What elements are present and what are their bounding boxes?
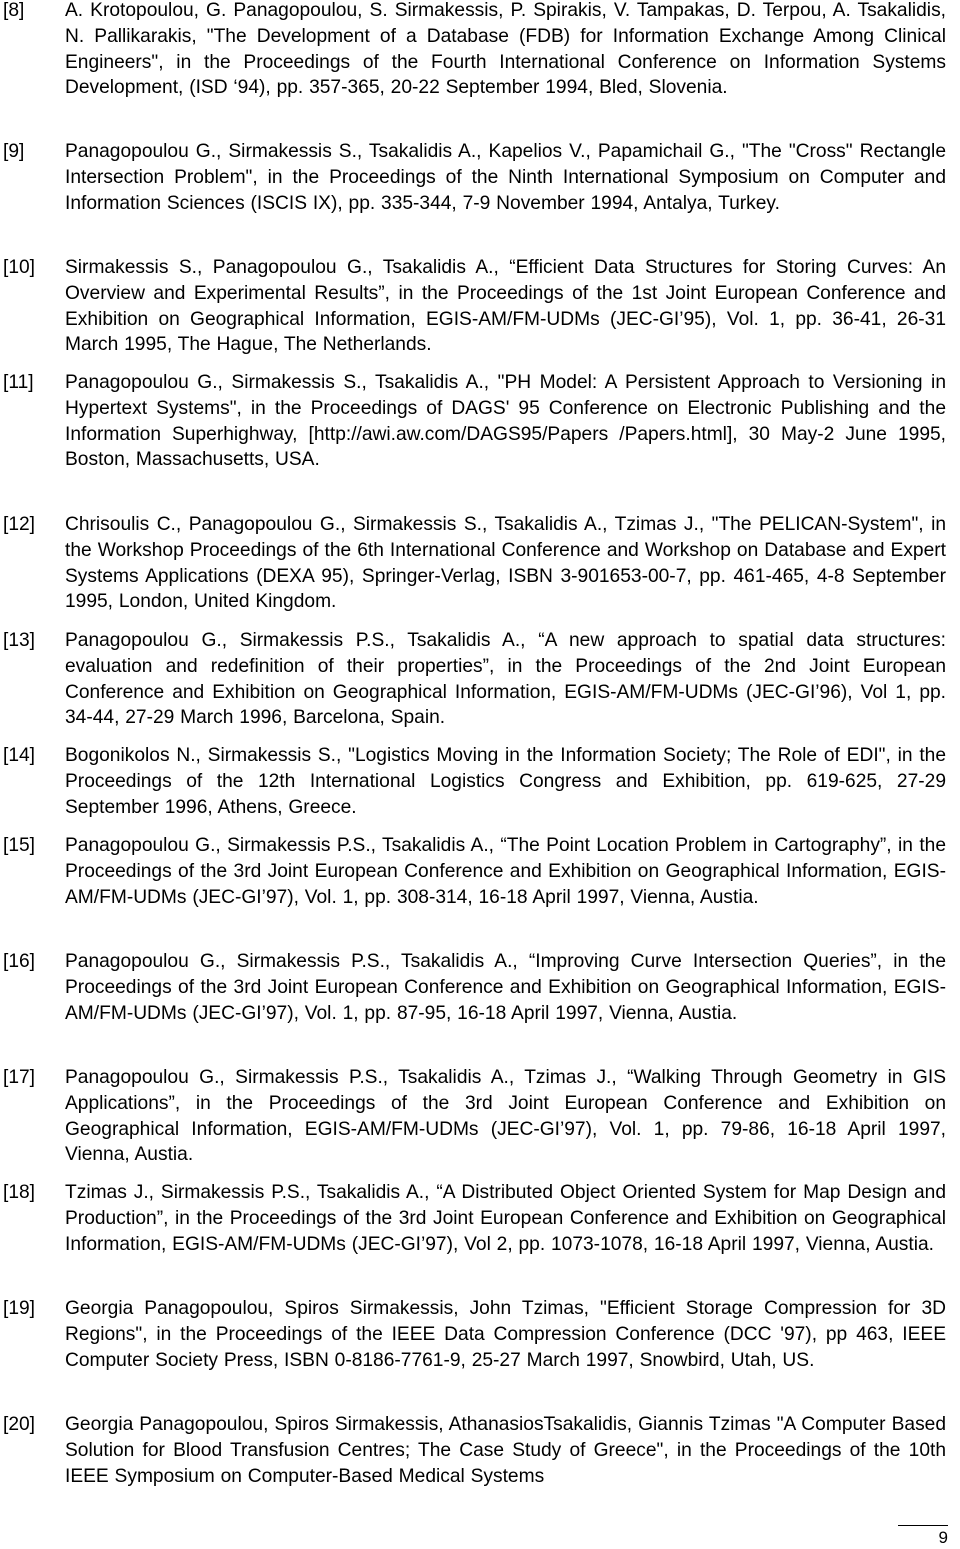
reference-text: Georgia Panagopoulou, Spiros Sirmakessis, AthanasiosTsakalidis, Giannis Tzimas "A Computer Based Solution for Blood Transfusion Centres; The Case Study of Greece", in the Proceedings of the 10th IEEE Symposium on Computer-Based Medical Systems [65, 1414, 946, 1487]
reference-text: Panagopoulou G., Sirmakessis S., Tsakalidis A., Kapelios V., Papamichail G., "The "Cross" Rectangle Intersection Problem", in the Proceedings of the Ninth International Symposium on Computer and Information Sciences (ISCIS IX), pp. 335-344, 7-9 November 1994, Antalya, Turkey. [65, 141, 946, 214]
reference-text: Georgia Panagopoulou, Spiros Sirmakessis, John Tzimas, "Efficient Storage Compression for 3D Regions", in the Proceedings of the IEEE Data Compression Conference (DCC '97), pp 463, IEEE Computer Society Press, ISBN 0-8186-7761-9, 25-27 March 1997, Snowbird, Utah, US. [65, 1298, 946, 1371]
reference-number: [13] [3, 630, 36, 651]
reference-text: Tzimas J., Sirmakessis P.S., Tsakalidis A., “A Distributed Object Oriented System for Map Design and Production”, in the Proceedings of the 3rd Joint European Conference and Exhibition on Geographical Information, EGIS-AM/FM-UDMs (JEC-GI’97), Vol 2, pp. 1073-1078, 16-18 April 1997, Vienna, Austia. [65, 1182, 946, 1255]
reference-text: Bogonikolos N., Sirmakessis S., "Logistics Moving in the Information Society; The Role of EDI", in the Proceedings of the 12th International Logistics Congress and Exhibition, pp. 619-625, 27-29 September 1996, Athens, Greece. [65, 745, 946, 818]
reference-text: Panagopoulou G., Sirmakessis P.S., Tsakalidis A., Tzimas J., “Walking Through Geometry in GIS Applications”, in the Proceedings of the 3rd Joint European Conference and Exhibition on Geographical Information, EGIS-AM/FM-UDMs (JEC-GI’97), Vol. 1, pp. 79-86, 16-18 April 1997, Vienna, Austia. [65, 1067, 946, 1166]
reference-text: Panagopoulou G., Sirmakessis P.S., Tsakalidis A., “The Point Location Problem in Cartography”, in the Proceedings of the 3rd Joint European Conference and Exhibition on Geographical Information, EGIS-AM/FM-UDMs (JEC-GI’97), Vol. 1, pp. 308-314, 16-18 April 1997, Vienna, Austia. [65, 835, 946, 908]
reference-number: [10] [3, 257, 36, 278]
reference-number: [8] [3, 0, 25, 21]
reference-text: Panagopoulou G., Sirmakessis P.S., Tsakalidis A., “A new approach to spatial data structures: evaluation and redefinition of their properties”, in the Proceedings of the 2nd Joint European Conference and Exhibition on Geographical Information, EGIS-AM/FM-UDMs (JEC-GI’96), Vol 1, pp. 34-44, 27-29 March 1996, Barcelona, Spain. [65, 630, 946, 729]
reference-number: [9] [3, 141, 25, 162]
reference-text: Panagopoulou G., Sirmakessis P.S., Tsakalidis A., “Improving Curve Intersection Queries”, in the Proceedings of the 3rd Joint European Conference and Exhibition on Geographical Information, EGIS-AM/FM-UDMs (JEC-GI’97), Vol. 1, pp. 87-95, 16-18 April 1997, Vienna, Austia. [65, 951, 946, 1024]
reference-number: [16] [3, 951, 36, 972]
reference-number: [15] [3, 835, 36, 856]
reference-number: [17] [3, 1067, 36, 1088]
reference-number: [11] [3, 372, 34, 393]
page-number: 9 [898, 1525, 948, 1548]
reference-number: [14] [3, 745, 36, 766]
reference-text: Panagopoulou G., Sirmakessis S., Tsakalidis A., "PH Model: A Persistent Approach to Versioning in Hypertext Systems", in the Proceedings of DAGS' 95 Conference on Electronic Publishing and the Information Superhighway, [http://awi.aw.com/DAGS95/Papers /Papers.html], 30 May-2 June 1995, Boston, Massachusetts, USA. [65, 372, 946, 471]
reference-number: [20] [3, 1414, 36, 1435]
reference-number: [12] [3, 514, 36, 535]
reference-text: A. Krotopoulou, G. Panagopoulou, S. Sirmakessis, P. Spirakis, V. Tampakas, D. Terpou, A. Tsakalidis, N. Pallikarakis, "The Development of a Database (FDB) for Information Exchange Among Clinical Engineers", in the Proceedings of the Fourth International Conference on Information Systems Development, (ISD ‘94), pp. 357-365, 20-22 September 1994, Bled, Slovenia. [65, 0, 946, 99]
reference-number: [19] [3, 1298, 36, 1319]
reference-number: [18] [3, 1182, 36, 1203]
reference-text: Chrisoulis C., Panagopoulou G., Sirmakessis S., Tsakalidis A., Tzimas J., "The PELICAN-System", in the Workshop Proceedings of the 6th International Conference and Workshop on Database and Expert Systems Applications (DEXA 95), Springer-Verlag, ISBN 3-901653-00-7, pp. 461-465, 4-8 September 1995, London, United Kingdom. [65, 514, 946, 613]
reference-text: Sirmakessis S., Panagopoulou G., Tsakalidis A., “Efficient Data Structures for Storing Curves: An Overview and Experimental Results”, in the Proceedings of the 1st Joint European Conference and Exhibition on Geographical Information, EGIS-AM/FM-UDMs (JEC-GI’95), Vol. 1, pp. 36-41, 26-31 March 1995, The Hague, The Netherlands. [65, 257, 946, 356]
